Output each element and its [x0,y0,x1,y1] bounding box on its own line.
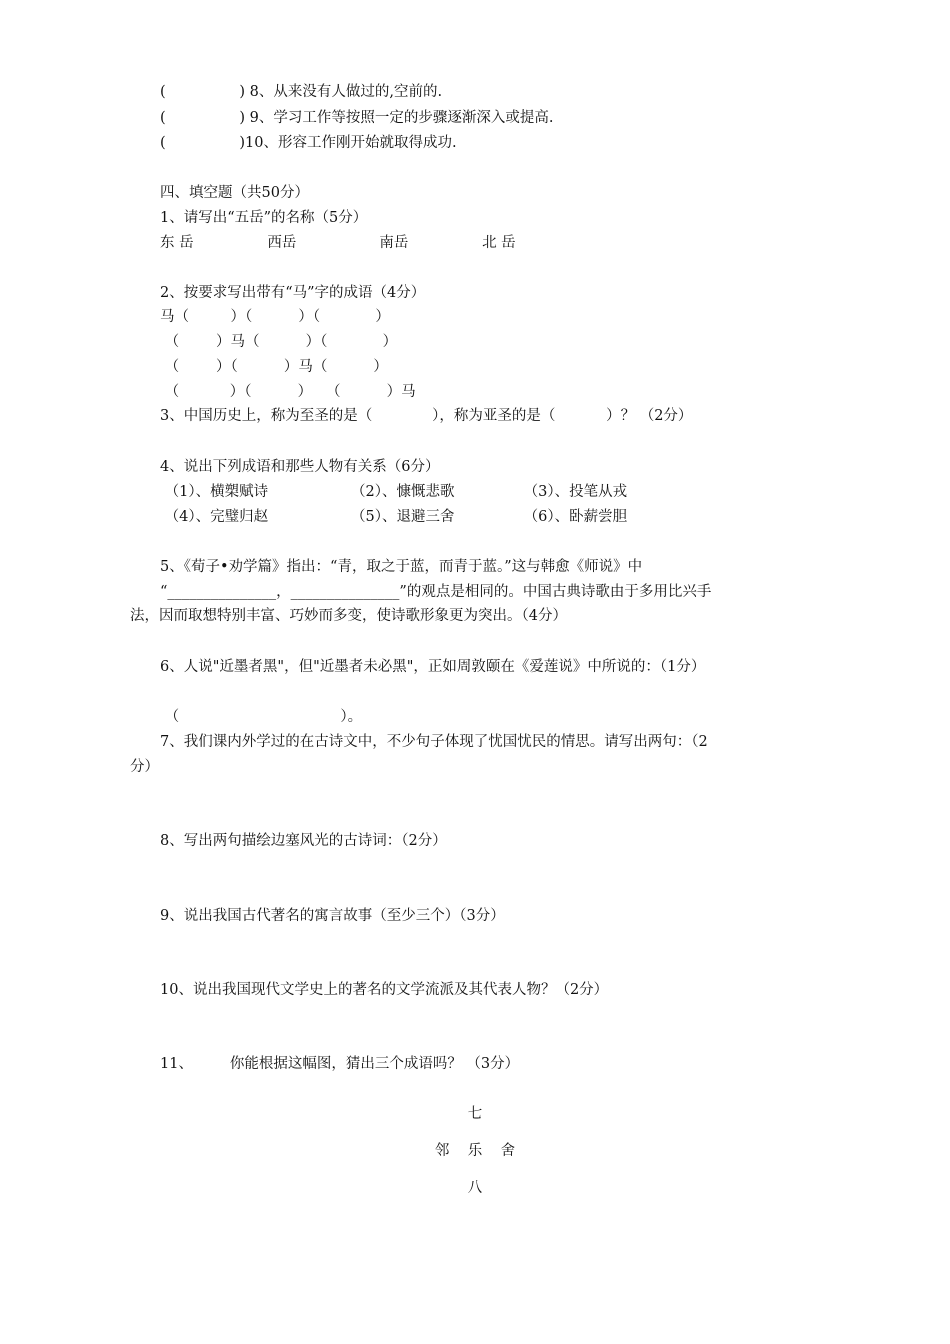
q2-row-4: （ ）（ ） （ ）马 [160,384,416,400]
q4-prompt: 4、说出下列成语和那些人物有关系（6分） [160,459,440,475]
q2-row-2: （ ）马（ ）（ ） [160,334,398,350]
q7-prompt-2: 分） [130,759,159,775]
q3-prompt: 3、中国历史上，称为至圣的是（ ），称为亚圣的是（ ）？ （2分） [160,408,693,424]
puzzle-top: 七 [467,1106,483,1122]
question-9-line: ( ) 9、学习工作等按照一定的步骤逐渐深入或提高. [160,110,554,126]
q8-prompt: 8、写出两句描绘边塞风光的古诗词：（2分） [160,833,447,849]
q5-line-2: “_______________，_______________”的观点是相同的。中国古典诗歌由于多用比兴手 [160,584,712,600]
q2-row-1: 马（ ）（ ）（ ） [160,309,390,325]
q11-prompt: 11、 你能根据这幅图，猜出三个成语吗？ （3分） [160,1056,520,1072]
puzzle-middle: 邻 乐 舍 [434,1143,516,1159]
puzzle-bottom: 八 [467,1180,483,1196]
q5-line-3: 法，因而取想特别丰富、巧妙而多变，使诗歌形象更为突出。（4分） [130,608,567,624]
q9-prompt: 9、说出我国古代著名的寓言故事（至少三个）（3分） [160,908,505,924]
q6-prompt: 6、人说"近墨者黑"，但"近墨者未必黑"，正如周敦颐在《爱莲说》中所说的：（1分） [160,659,706,675]
question-10-line: ( )10、形容工作刚开始就取得成功. [160,135,457,151]
q2-prompt: 2、按要求写出带有“马”字的成语（4分） [160,285,426,301]
q1-mountains: 东 岳 西岳 南岳 北 岳 [160,235,516,251]
q4-row-2: （4）、完璧归赵 （5）、退避三舍 （6）、卧薪尝胆 [160,509,628,525]
q4-row-1: （1）、横槊赋诗 （2）、慷慨悲歌 （3）、投笔从戎 [160,484,628,500]
q6-answer-blank: （ ）。 [160,709,363,725]
q7-prompt-1: 7、我们课内外学过的在古诗文中，不少句子体现了忧国忧民的情思。请写出两句：（2 [160,734,708,750]
q10-prompt: 10、说出我国现代文学史上的著名的文学流派及其代表人物？（2分） [160,982,609,998]
q5-line-1: 5、《荀子•劝学篇》指出：“青，取之于蓝，而青于蓝。”这与韩愈《师说》中 [160,559,643,575]
q1-prompt: 1、请写出“五岳”的名称（5分） [160,210,368,226]
q2-row-3: （ ）（ ）马（ ） [160,359,388,375]
section-4-heading: 四、填空题（共50分） [160,185,309,201]
question-8-line: ( ) 8、从来没有人做过的,空前的. [160,84,443,100]
